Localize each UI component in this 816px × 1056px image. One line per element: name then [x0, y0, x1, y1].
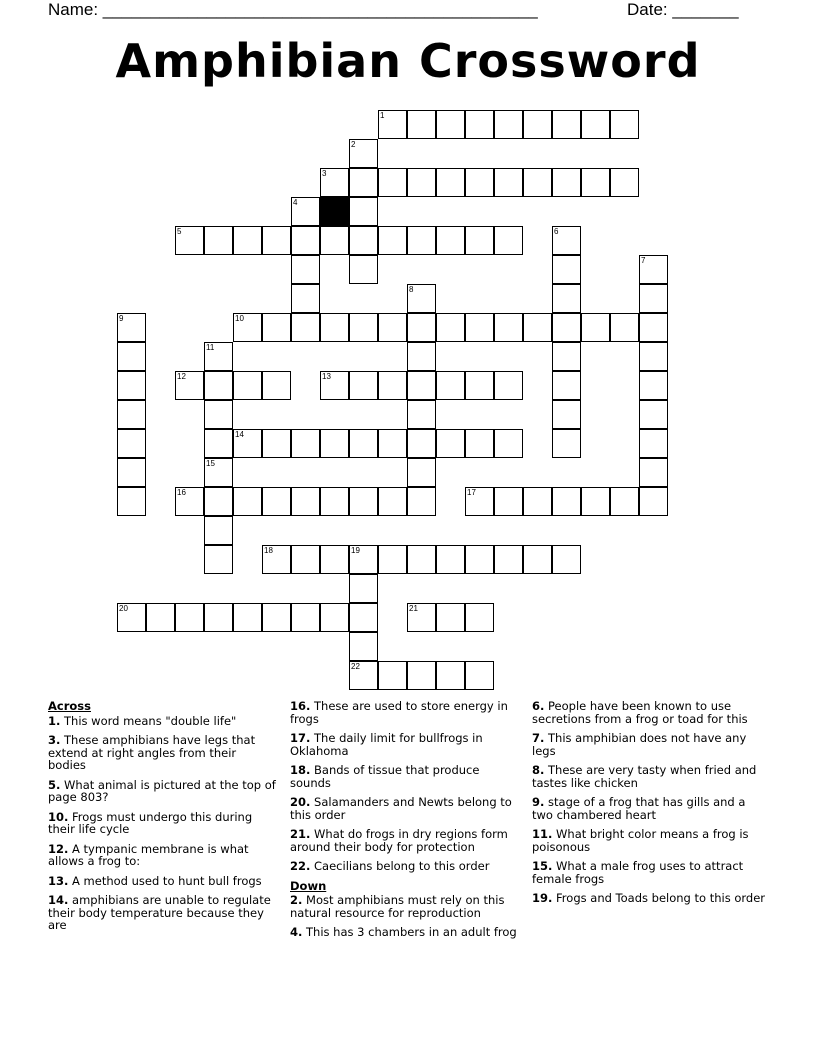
clue-number: 16. [290, 699, 311, 713]
across-clue-list [48, 715, 276, 932]
grid-cell[interactable] [639, 458, 668, 487]
clue-text: The daily limit for bullfrogs in Oklahoma [290, 731, 483, 758]
grid-cell[interactable] [349, 545, 378, 574]
clue-text: stage of a frog that has gills and a two chambered heart [532, 795, 746, 822]
grid-cell[interactable] [465, 313, 494, 342]
clue-text: amphibians are unable to regulate their body temperature because they are [48, 893, 271, 932]
grid-cell[interactable] [378, 168, 407, 197]
grid-cell[interactable] [349, 429, 378, 458]
grid-cell[interactable] [436, 313, 465, 342]
grid-cell[interactable] [581, 313, 610, 342]
grid-cell[interactable] [262, 371, 291, 400]
clue-number: 4. [290, 925, 303, 939]
grid-cell[interactable] [494, 313, 523, 342]
grid-cell[interactable] [523, 313, 552, 342]
grid-cell[interactable] [291, 226, 320, 255]
grid-cell[interactable] [262, 429, 291, 458]
grid-cell[interactable] [291, 284, 320, 313]
across-clue-list-continued [290, 700, 522, 873]
grid-cell[interactable] [349, 487, 378, 516]
clue-number: 7. [532, 731, 545, 745]
clues-column-2 [290, 700, 522, 946]
grid-cell[interactable] [291, 603, 320, 632]
grid-cell[interactable] [407, 313, 436, 342]
grid-cell[interactable] [407, 429, 436, 458]
grid-cell[interactable] [436, 168, 465, 197]
grid-cell[interactable] [204, 342, 233, 371]
grid-cell[interactable] [552, 400, 581, 429]
grid-cell[interactable] [262, 226, 291, 255]
clue-item [532, 700, 768, 725]
grid-cell[interactable] [117, 487, 146, 516]
clue-number: 15. [532, 859, 553, 873]
grid-cell[interactable] [175, 603, 204, 632]
clue-number: 22 [351, 662, 360, 671]
clue-item [532, 892, 768, 905]
grid-cell[interactable] [552, 487, 581, 516]
black-cell [320, 197, 349, 226]
grid-cell[interactable] [465, 603, 494, 632]
clue-item [48, 894, 276, 932]
clue-number: 20 [119, 604, 128, 613]
grid-cell[interactable] [378, 661, 407, 690]
grid-cell[interactable] [378, 371, 407, 400]
clue-text: What animal is pictured at the top of page 803? [48, 777, 276, 804]
grid-cell[interactable] [465, 168, 494, 197]
grid-cell[interactable] [349, 603, 378, 632]
grid-cell[interactable] [465, 371, 494, 400]
grid-cell[interactable] [175, 487, 204, 516]
grid-cell[interactable] [494, 110, 523, 139]
clue-item [290, 894, 522, 919]
grid-cell[interactable] [465, 110, 494, 139]
clue-number: 14 [235, 430, 244, 439]
clue-text: What do frogs in dry regions form around their body for protection [290, 827, 508, 854]
grid-cell[interactable] [436, 110, 465, 139]
clue-number: 6 [554, 227, 559, 236]
grid-cell[interactable] [465, 226, 494, 255]
grid-cell[interactable] [175, 371, 204, 400]
grid-cell[interactable] [349, 371, 378, 400]
clue-number: 8. [532, 763, 545, 777]
clue-number: 11 [206, 343, 215, 352]
grid-cell[interactable] [436, 661, 465, 690]
grid-cell[interactable] [233, 313, 262, 342]
grid-cell[interactable] [204, 400, 233, 429]
clue-number: 3 [322, 169, 327, 178]
clue-number: 10. [48, 809, 69, 824]
grid-cell[interactable] [552, 371, 581, 400]
grid-cell[interactable] [465, 661, 494, 690]
grid-cell[interactable] [465, 429, 494, 458]
clue-item [290, 860, 522, 873]
grid-cell[interactable] [233, 487, 262, 516]
clue-text: What bright color means a frog is poisonous [532, 827, 749, 854]
clue-number: 12. [48, 841, 69, 856]
grid-cell[interactable] [581, 487, 610, 516]
grid-cell[interactable] [175, 226, 204, 255]
grid-cell[interactable] [378, 545, 407, 574]
clue-item [532, 796, 768, 821]
clue-item [290, 732, 522, 757]
grid-cell[interactable] [523, 487, 552, 516]
grid-cell[interactable] [204, 487, 233, 516]
grid-cell[interactable] [407, 342, 436, 371]
clue-item [532, 732, 768, 757]
grid-cell[interactable] [204, 226, 233, 255]
grid-cell[interactable] [494, 545, 523, 574]
grid-cell[interactable] [291, 545, 320, 574]
grid-cell[interactable] [204, 371, 233, 400]
grid-cell[interactable] [639, 284, 668, 313]
clue-item [290, 764, 522, 789]
grid-cell[interactable] [407, 400, 436, 429]
clues-column-3 [532, 700, 768, 912]
clue-text: This amphibian does not have any legs [532, 731, 747, 758]
grid-cell[interactable] [320, 371, 349, 400]
grid-cell[interactable] [291, 313, 320, 342]
across-heading: Across [48, 699, 91, 713]
grid-cell[interactable] [291, 197, 320, 226]
grid-cell[interactable] [291, 429, 320, 458]
grid-cell[interactable] [117, 429, 146, 458]
grid-cell[interactable] [378, 313, 407, 342]
grid-cell[interactable] [552, 255, 581, 284]
clue-number: 21. [290, 827, 311, 841]
grid-cell[interactable] [436, 429, 465, 458]
clue-number: 1 [380, 111, 385, 120]
clue-number: 5. [48, 777, 61, 792]
clue-number: 21 [409, 604, 418, 613]
grid-cell[interactable] [117, 400, 146, 429]
grid-cell[interactable] [552, 110, 581, 139]
grid-cell[interactable] [378, 487, 407, 516]
grid-cell[interactable] [262, 603, 291, 632]
clue-number: 5 [177, 227, 182, 236]
grid-cell[interactable] [436, 603, 465, 632]
clue-item [290, 796, 522, 821]
grid-cell[interactable] [349, 632, 378, 661]
grid-cell[interactable] [291, 487, 320, 516]
grid-cell[interactable] [552, 226, 581, 255]
grid-cell[interactable] [349, 255, 378, 284]
grid-cell[interactable] [610, 487, 639, 516]
grid-cell[interactable] [436, 226, 465, 255]
grid-cell[interactable] [204, 458, 233, 487]
grid-cell[interactable] [233, 603, 262, 632]
grid-cell[interactable] [117, 342, 146, 371]
clue-text: These are very tasty when fried and tastes like chicken [532, 763, 757, 790]
clue-number: 6. [532, 699, 545, 713]
grid-cell[interactable] [378, 429, 407, 458]
clue-number: 14. [48, 893, 69, 907]
grid-cell[interactable] [262, 545, 291, 574]
clue-text: This word means "double life" [60, 713, 237, 728]
grid-cell[interactable] [204, 545, 233, 574]
clue-number: 9 [119, 314, 124, 323]
grid-cell[interactable] [146, 603, 175, 632]
grid-cell[interactable] [320, 545, 349, 574]
grid-cell[interactable] [407, 603, 436, 632]
clue-item [48, 779, 276, 804]
clue-item [290, 700, 522, 725]
grid-cell[interactable] [639, 487, 668, 516]
grid-cell[interactable] [117, 603, 146, 632]
grid-cell[interactable] [552, 545, 581, 574]
clue-number: 17 [467, 488, 476, 497]
grid-cell[interactable] [552, 284, 581, 313]
grid-cell[interactable] [436, 545, 465, 574]
clue-item [48, 875, 276, 888]
grid-cell[interactable] [610, 313, 639, 342]
grid-cell[interactable] [407, 284, 436, 313]
clue-number: 11. [532, 827, 553, 841]
grid-cell[interactable] [378, 110, 407, 139]
date-field[interactable]: Date: _______ [627, 0, 739, 19]
clue-text: What a male frog uses to attract female frogs [532, 859, 744, 886]
grid-cell[interactable] [291, 255, 320, 284]
down-clue-list [290, 894, 522, 939]
grid-cell[interactable] [494, 429, 523, 458]
clue-item [532, 860, 768, 885]
grid-cell[interactable] [407, 458, 436, 487]
grid-cell[interactable] [465, 487, 494, 516]
grid-cell[interactable] [639, 371, 668, 400]
clue-text: People have been known to use secretions from a frog or toad for this [532, 699, 748, 726]
clue-number: 8 [409, 285, 414, 294]
clue-number: 18 [264, 546, 273, 555]
grid-cell[interactable] [320, 313, 349, 342]
clue-text: Salamanders and Newts belong to this order [290, 795, 512, 822]
clue-item [290, 926, 522, 939]
grid-cell[interactable] [552, 429, 581, 458]
grid-cell[interactable] [233, 226, 262, 255]
clue-number: 18. [290, 763, 311, 777]
grid-cell[interactable] [581, 168, 610, 197]
clue-number: 19 [351, 546, 360, 555]
clue-number: 22. [290, 859, 311, 873]
grid-cell[interactable] [494, 226, 523, 255]
grid-cell[interactable] [320, 429, 349, 458]
grid-cell[interactable] [494, 487, 523, 516]
grid-cell[interactable] [320, 487, 349, 516]
clues-column-1 [48, 700, 276, 939]
grid-cell[interactable] [320, 168, 349, 197]
clue-number: 15 [206, 459, 215, 468]
page-title: Amphibian Crossword [115, 34, 701, 88]
grid-cell[interactable] [349, 574, 378, 603]
grid-cell[interactable] [349, 139, 378, 168]
clue-item [532, 828, 768, 853]
clue-item [48, 843, 276, 868]
clue-item [290, 828, 522, 853]
grid-cell[interactable] [407, 226, 436, 255]
clue-text: These amphibians have legs that extend at right angles from their bodies [48, 733, 256, 772]
grid-cell[interactable] [117, 313, 146, 342]
clue-text: Bands of tissue that produce sounds [290, 763, 480, 790]
clue-text: This has 3 chambers in an adult frog [302, 925, 517, 939]
clue-text: A method used to hunt bull frogs [68, 873, 262, 888]
down-heading: Down [290, 878, 327, 893]
grid-cell[interactable] [320, 226, 349, 255]
grid-cell[interactable] [349, 168, 378, 197]
grid-cell[interactable] [494, 371, 523, 400]
clue-number: 20. [290, 795, 311, 809]
clue-text: Frogs and Toads belong to this order [552, 891, 766, 905]
grid-cell[interactable] [349, 226, 378, 255]
name-field[interactable]: Name: ______________________________________________ [48, 0, 538, 19]
grid-cell[interactable] [320, 603, 349, 632]
grid-cell[interactable] [262, 313, 291, 342]
clue-number: 10 [235, 314, 244, 323]
grid-cell[interactable] [436, 371, 465, 400]
clue-number: 4 [293, 198, 298, 207]
grid-cell[interactable] [552, 342, 581, 371]
grid-cell[interactable] [233, 429, 262, 458]
clue-number: 13. [48, 873, 69, 888]
grid-cell[interactable] [407, 371, 436, 400]
grid-cell[interactable] [639, 313, 668, 342]
clue-number: 3. [48, 733, 61, 747]
clue-item [532, 764, 768, 789]
grid-cell[interactable] [262, 487, 291, 516]
grid-cell[interactable] [407, 168, 436, 197]
grid-cell[interactable] [523, 110, 552, 139]
clue-text: Caecilians belong to this order [310, 859, 490, 873]
grid-cell[interactable] [349, 661, 378, 690]
grid-cell[interactable] [581, 110, 610, 139]
clue-number: 7 [641, 256, 646, 265]
clue-item [48, 715, 276, 728]
grid-cell[interactable] [639, 255, 668, 284]
grid-cell[interactable] [639, 400, 668, 429]
grid-cell[interactable] [465, 545, 494, 574]
grid-cell[interactable] [117, 458, 146, 487]
grid-cell[interactable] [639, 429, 668, 458]
clue-item [48, 811, 276, 836]
grid-cell[interactable] [407, 110, 436, 139]
clue-number: 2. [290, 893, 303, 907]
grid-cell[interactable] [610, 168, 639, 197]
grid-cell[interactable] [204, 516, 233, 545]
clue-number: 19. [532, 891, 553, 905]
grid-cell[interactable] [523, 545, 552, 574]
grid-cell[interactable] [407, 487, 436, 516]
clue-text: A tympanic membrane is what allows a frog to: [48, 841, 249, 868]
grid-cell[interactable] [407, 545, 436, 574]
grid-cell[interactable] [523, 168, 552, 197]
clue-item [48, 734, 276, 772]
grid-cell[interactable] [233, 371, 262, 400]
grid-cell[interactable] [378, 226, 407, 255]
grid-cell[interactable] [407, 661, 436, 690]
clue-number: 17. [290, 731, 311, 745]
clue-number: 2 [351, 140, 356, 149]
grid-cell[interactable] [639, 342, 668, 371]
grid-cell[interactable] [552, 313, 581, 342]
grid-cell[interactable] [552, 168, 581, 197]
clue-number: 1. [48, 713, 61, 728]
grid-cell[interactable] [610, 110, 639, 139]
grid-cell[interactable] [494, 168, 523, 197]
down-clue-list-continued [532, 700, 768, 905]
grid-cell[interactable] [117, 371, 146, 400]
grid-cell[interactable] [349, 313, 378, 342]
grid-cell[interactable] [349, 197, 378, 226]
clue-number: 9. [532, 795, 545, 809]
grid-cell[interactable] [204, 429, 233, 458]
clue-text: These are used to store energy in frogs [290, 699, 508, 726]
clue-text: Frogs must undergo this during their life cycle [48, 809, 253, 836]
clue-number: 12 [177, 372, 186, 381]
clue-text: Most amphibians must rely on this natural resource for reproduction [290, 893, 505, 920]
clue-number: 16 [177, 488, 186, 497]
clue-number: 13 [322, 372, 331, 381]
grid-cell[interactable] [204, 603, 233, 632]
